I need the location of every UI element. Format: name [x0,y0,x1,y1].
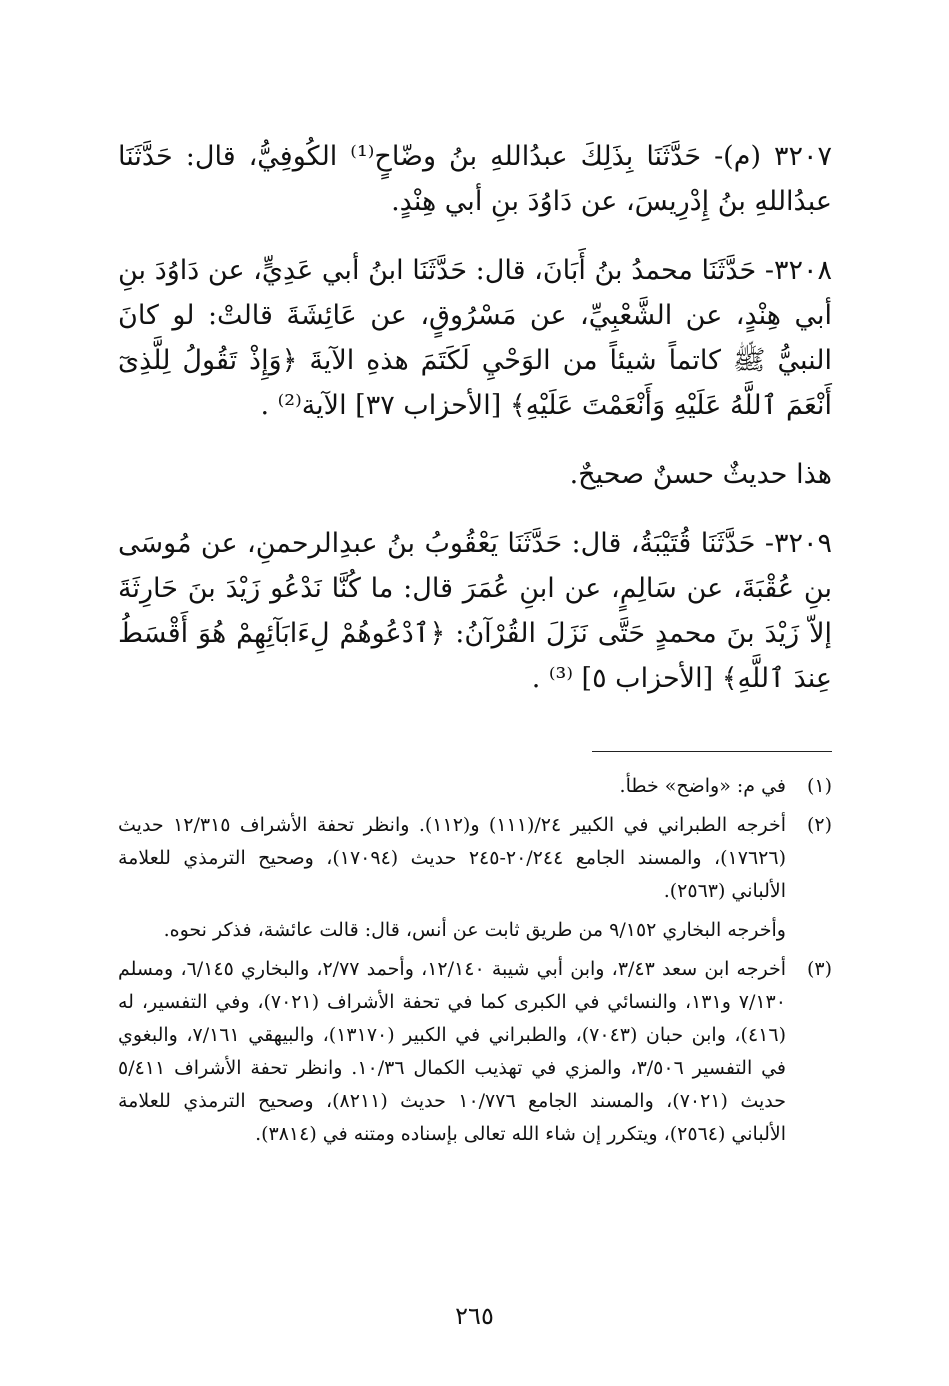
footnote-text: أخرجه ابن سعد ٣/٤٣، وابن أبي شيبة ١٢/١٤٠، وأحمد ٢/٧٧، والبخاري ٦/١٤٥، ومسلم ٧/١٣٠ و١٣١، والنسائي في الكبرى كما في تحفة الأشراف (٧٠٢١)، وفي التفسير، له (٤١٦)، وابن حبان (٧٠٤٣)، والطبراني في الكبير (١٣١٧٠)، والبيهقي ٧/١٦١، والبغوي في التفسير ٣/٥٠٦، والمزي في تهذيب الكمال ١٠/٣٦. وانظر تحفة الأشراف ٥/٤١١ حديث (٧٠٢١)، والمسند الجامع ١٠/٧٧٦ حديث (٨٢١١)، وصحيح الترمذي للعلامة الألباني (٢٥٦٤)، ويتكرر إن شاء الله تعالى بإسناده ومتنه في (٣٨١٤). [118,958,787,1145]
main-text [118,134,832,701]
footnote-text: أخرجه الطبراني في الكبير ٢٤/(١١١) و(١١٢). وانظر تحفة الأشراف ١٢/٣١٥ حديث (١٧٦٢٦)، والمسند الجامع ٢٠/٢٤٤-٢٤٥ حديث (١٧٠٩٤)، وصحيح الترمذي للعلامة الألباني (٢٥٦٣). [118,814,786,902]
footnote-number: (١) [806,775,832,797]
hadith-grade: هذا حديثٌ حسنٌ صحيحٌ. [569,459,832,490]
footnote-3 [118,953,832,1151]
hadith-3209: ٣٢٠٩- حَدَّثَنَا قُتَيْبَةُ، قال: حَدَّثَنَا يَعْقُوبُ بنُ عبدِالرحمنِ، عن مُوسَى بنِ عُقْبَةَ، عن سَالِمٍ، عن ابنِ عُمَرَ قال: ما كُنَّا نَدْعُو زَيْدَ بنَ حَارِثَةَ إلاّ زَيْدَ بنَ محمدٍ حَتَّى نَزَلَ القُرْآنُ: ﴿ٱدْعُوهُمْ لِءَابَآئِهِمْ هُوَ أَقْسَطُ عِندَ ٱللَّهِ﴾ [الأحزاب ٥] ⁽³⁾ . [118,528,832,694]
footnote-text: في م: «واضح» خطأ. [619,775,786,797]
footnote-2-continuation: وأخرجه البخاري ٩/١٥٢ من طريق ثابت عن أنس، قال: قالت عائشة، فذكر نحوه. [163,919,786,941]
footnotes [118,770,832,1157]
footnote-number: (٣) [806,958,832,980]
footnote-2 [118,809,832,908]
footnote-divider [592,751,832,752]
footnote-1 [118,770,832,803]
page-number: ٢٦٥ [455,1302,494,1330]
footnote-number: (٢) [806,814,832,836]
hadith-3207: ٣٢٠٧ (م)- حَدَّثَنَا بِذَلِكَ عبدُاللهِ بنُ وضّاحٍ⁽¹⁾ الكُوفِيُّ، قال: حَدَّثَنَا عبدُاللهِ بنُ إِدْرِيسَ، عن دَاوُدَ بنِ أبي هِنْدٍ. [118,141,832,217]
hadith-3208: ٣٢٠٨- حَدَّثَنَا محمدُ بنُ أَبَانَ، قال: حَدَّثَنَا ابنُ أبي عَدِيٍّ، عن دَاوُدَ بنِ أبي هِنْدٍ، عن الشَّعْبِيِّ، عن مَسْرُوقٍ، عن عَائِشَةَ قالتْ: لو كانَ النبيُّ ﷺ كاتماً شيئاً من الوَحْيِ لَكَتَمَ هذهِ الآيةَ ﴿وَإِذْ تَقُولُ لِلَّذِىٓ أَنْعَمَ ٱللَّهُ عَلَيْهِ وَأَنْعَمْتَ عَلَيْهِ﴾ [الأحزاب ٣٧] الآية⁽²⁾ . [118,255,832,421]
